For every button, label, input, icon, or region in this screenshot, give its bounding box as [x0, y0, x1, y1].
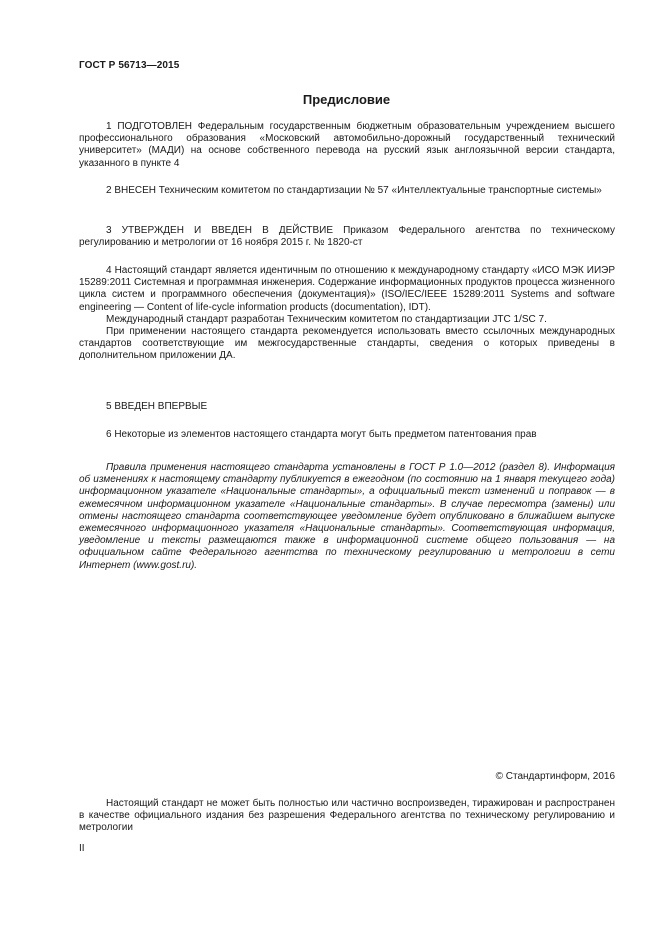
paragraph-text: 3 УТВЕРЖДЕН И ВВЕДЕН В ДЕЙСТВИЕ Приказом Федерального агентства по техническому регулированию и метрологии от 16 ноября 2015 г. № 1820-ст — [79, 225, 615, 249]
application-rules-notice — [79, 462, 615, 572]
paragraph-text: 6 Некоторые из элементов настоящего стандарта могут быть предметом патентования прав — [106, 429, 537, 440]
paragraph-patent-notice — [79, 429, 615, 441]
copyright-line: © Стандартинформ, 2016 — [495, 771, 615, 782]
page-title: Предисловие — [302, 92, 391, 107]
paragraph-text: При применении настоящего стандарта рекомендуется использовать вместо ссылочных международных стандартов соответствующие им межгосударственные стандарты, сведения о которых приведены в дополнительном приложении ДА. — [79, 326, 615, 362]
paragraph-text: 4 Настоящий стандарт является идентичным по отношению к международному стандарту «ИСО МЭК ИИЭР 15289:2011 Системная и программная инженерия. Содержание информационных продуктов процесса жизненного цикла систем и программного обеспечения (документация)» (ISO/IEC/IEEE 15289:2011 Systems and software engineering — Content of life-cycle information products (documentation), IDT). — [79, 265, 615, 313]
paragraph-text: 1 ПОДГОТОВЛЕН Федеральным государственным бюджетным образовательным учреждением высшего профессионального образования «Московский автомобильно-дорожный государственный технический университет» (МАДИ) на основе собственного перевода на русский язык англоязычной версии стандарта, указанного в пункте 4 — [79, 121, 615, 169]
paragraph-identical-standard — [79, 265, 615, 363]
paragraph-first-introduced — [79, 401, 615, 413]
paragraph-text: Международный стандарт разработан Техническим комитетом по стандартизации JTC 1/SC 7. — [106, 313, 547, 325]
page-number: II — [79, 843, 85, 854]
paragraph-prepared-by — [79, 121, 615, 170]
notice-text: Правила применения настоящего стандарта установлены в ГОСТ Р 1.0—2012 (раздел 8). Информация об изменениях к настоящему стандарту публикуется в ежегодном (по состоянию на 1 января текущего года) информационном указателе «Национальные стандарты», а официальный текст изменений и поправок — в ежемесячном информационном указателе «Национальные стандарты». В случае пересмотра (замены) или отмены настоящего стандарта соответствующее уведомление будет опубликовано в ближайшем выпуске ежемесячного информационного указателя «Национальные стандарты». Соответствующая информация, уведомление и тексты размещаются также в информационной системе общего пользования — на официальном сайте Федерального агентства по техническому регулированию и метрологии в сети Интернет (www.gost.ru). — [79, 462, 615, 571]
paragraph-text: 5 ВВЕДЕН ВПЕРВЫЕ — [106, 401, 208, 412]
paragraph-submitted-by — [79, 185, 615, 197]
reproduction-notice — [79, 798, 615, 835]
paragraph-approved — [79, 225, 615, 249]
footer-text: Настоящий стандарт не может быть полностью или частично воспроизведен, тиражирован и распространен в качестве официального издания без разрешения Федерального агентства по техническому регулированию и метрологии — [79, 798, 615, 834]
paragraph-text: 2 ВНЕСЕН Техническим комитетом по стандартизации № 57 «Интеллектуальные транспортные системы» — [106, 185, 602, 196]
standard-id: ГОСТ Р 56713—2015 — [79, 60, 180, 71]
